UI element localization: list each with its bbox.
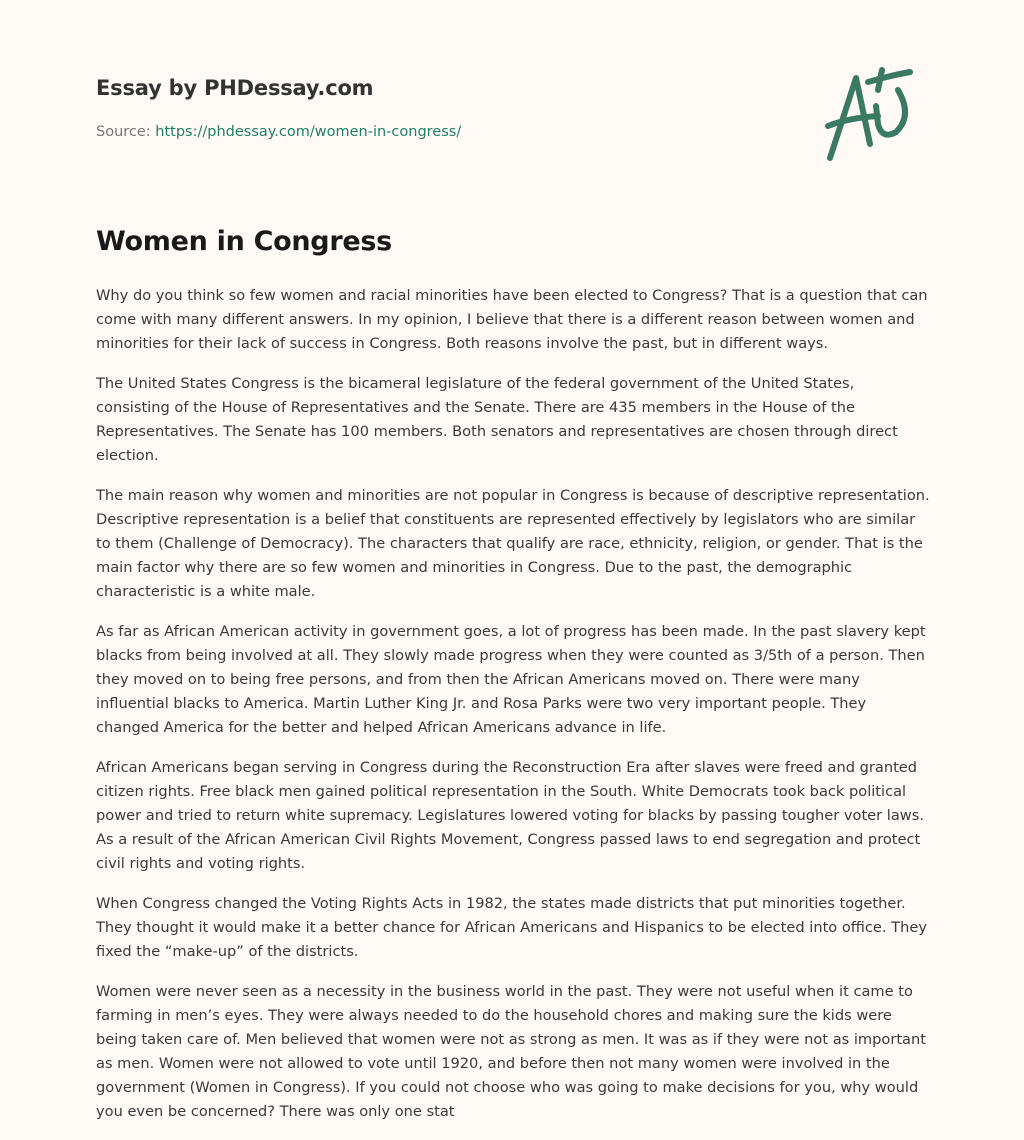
a-plus-logo-icon	[818, 66, 928, 166]
source-line	[96, 124, 461, 140]
essay-paragraph: As far as African American activity in government goes, a lot of progress has been made. In the past slavery kept blacks from being involved at all. They slowly made progress when they were counted as 3/5th of a person. Then they moved on to being free persons, and from then the African Americans moved on. There were many influential blacks to America. Martin Luther King Jr. and Rosa Parks were two very important people. They changed America for the better and helped African Americans advance in life.	[96, 623, 926, 736]
essay-title: Women in Congress	[96, 226, 392, 257]
essay-paragraph: The main reason why women and minorities are not popular in Congress is because of descriptive representation. Descriptive representation is a belief that constituents are represented effectively by legislators who are similar to them (Challenge of Democracy). The characters that qualify are race, ethnicity, religion, or gender. That is the main factor why there are so few women and minorities in Congress. Due to the past, the demographic characteristic is a white male.	[96, 487, 930, 600]
essay-paragraph: The United States Congress is the bicameral legislature of the federal government of the United States, consisting of the House of Representatives and the Senate. There are 435 members in the House of the Representatives. The Senate has 100 members. Both senators and representatives are chosen through direct election.	[96, 375, 898, 464]
source-label: Source:	[96, 124, 151, 140]
essay-paragraph: Why do you think so few women and racial minorities have been elected to Congress? That is a question that can come with many different answers. In my opinion, I believe that there is a different reason between women and minorities for their lack of success in Congress. Both reasons involve the past, but in different ways.	[96, 287, 928, 352]
essay-body	[96, 284, 932, 1140]
essay-paragraph: When Congress changed the Voting Rights Acts in 1982, the states made districts that put minorities together. They thought it would make it a better chance for African Americans and Hispanics to be elected into office. They fixed the “make-up” of the districts.	[96, 895, 927, 960]
essay-paragraph: Women were never seen as a necessity in the business world in the past. They were not useful when it came to farming in men’s eyes. They were always needed to do the household chores and making sure the kids were being taken care of. Men believed that women were not as strong as men. It was as if they were not as important as men. Women were not allowed to vote until 1920, and before then not many women were involved in the government (Women in Congress). If you could not choose who was going to make decisions for you, why would you even be concerned? There was only one stat	[96, 983, 926, 1120]
site-brand: Essay by PHDessay.com	[96, 76, 374, 100]
source-link[interactable]: https://phdessay.com/women-in-congress/	[155, 124, 462, 140]
essay-paragraph: African Americans began serving in Congress during the Reconstruction Era after slaves were freed and granted citizen rights. Free black men gained political representation in the South. White Democrats took back political power and tried to return white supremacy. Legislatures lowered voting for blacks by passing tougher voter laws. As a result of the African American Civil Rights Movement, Congress passed laws to end segregation and protect civil rights and voting rights.	[96, 759, 924, 872]
